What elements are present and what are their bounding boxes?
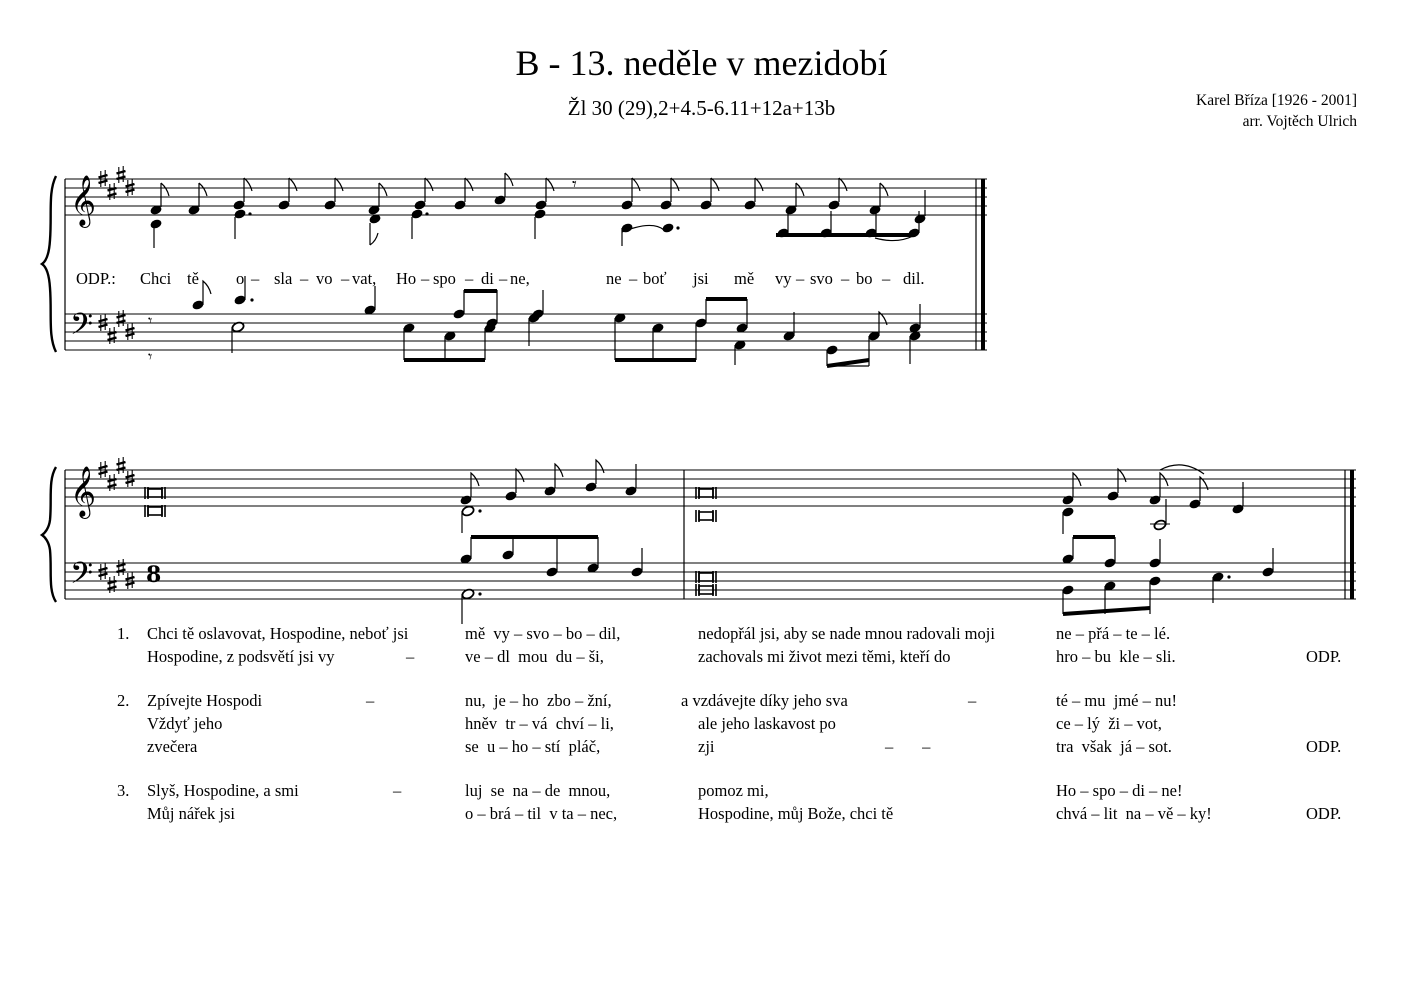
syllable: spo: [433, 269, 456, 288]
verse-text-col1: Zpívejte Hospodi: [147, 691, 263, 710]
verse-text-col3: ale jeho laskavost po: [698, 714, 836, 733]
bass-cadence-2: [1061, 537, 1274, 614]
eighth-rest-icon: 𝄾: [572, 174, 577, 195]
verse-text-col1: Vždyť jeho: [147, 714, 223, 733]
syllable: tě: [187, 269, 199, 288]
recitation-chords: [145, 487, 716, 596]
verse-text-col4: té – mu jmé – nu!: [1056, 691, 1177, 710]
page-title: B - 13. neděle v mezidobí: [515, 43, 888, 83]
verse-dash: –: [393, 781, 402, 800]
syllable: vo: [316, 269, 333, 288]
verse-text-col4: hro – bu kle – sli.: [1056, 647, 1176, 666]
hyphen: –: [465, 269, 474, 288]
verse-text-col4: Ho – spo – di – ne!: [1056, 781, 1183, 800]
syllable: dil.: [903, 269, 925, 288]
verse-text-col1: Hospodine, z podsvětí jsi vy: [147, 647, 335, 666]
verse-text-col1: zvečera: [147, 737, 198, 756]
verse-text-col3: a vzdávejte díky jeho sva: [681, 691, 848, 710]
treble-clef-icon: 𝄞: [70, 175, 97, 226]
syllable: jsi: [693, 269, 709, 288]
key-signature-treble-2: [99, 457, 135, 491]
verse-number: 3.: [117, 781, 130, 800]
verse-text-col2: se u – ho – stí pláč,: [465, 737, 601, 756]
syllable: sla: [274, 269, 293, 288]
syllable: ne,: [510, 269, 530, 288]
verse-text-col1: Chci tě oslavovat, Hospodine, neboť jsi: [147, 624, 409, 643]
verse-dash: –: [406, 647, 415, 666]
verse-text-col2: hněv tr – vá chví – li,: [465, 714, 614, 733]
verse-text-col4: tra však já – sot.: [1056, 737, 1172, 756]
treble-upper-noteheads-1: [149, 194, 926, 225]
system-2: [42, 457, 1356, 624]
key-signature-treble-1: [99, 166, 135, 200]
bass-voices-1: [191, 276, 921, 366]
treble-cadence-1-heads: [459, 481, 637, 533]
verse-text-col1: Můj nářek jsi: [147, 804, 235, 823]
composer-credit: Karel Bříza [1926 - 2001]: [1196, 92, 1357, 109]
syllable: mě: [734, 269, 755, 288]
verses: [117, 624, 1341, 823]
verse-text-col2: luj se na – de mnou,: [465, 781, 611, 800]
bass-staff-1: [65, 314, 987, 350]
syllable: svo: [810, 269, 833, 288]
syllable: ne: [606, 269, 622, 288]
system-1: [42, 166, 987, 366]
verse-dash: –: [366, 691, 375, 710]
hyphen: –: [882, 269, 891, 288]
treble-staff-1: [65, 179, 987, 215]
verse-dash: –: [968, 691, 977, 710]
verse-text-col3: Hospodine, můj Bože, chci tě: [698, 804, 894, 823]
verse-text-col3: nedopřál jsi, aby se nade mnou radovali moji: [698, 624, 995, 643]
brace: [42, 176, 56, 352]
verse-number: 2.: [117, 691, 130, 710]
verse-3: [117, 781, 1341, 823]
verse-text-col4: ce – lý ži – vot,: [1056, 714, 1162, 733]
syllable: di: [481, 269, 494, 288]
arranger-credit: arr. Vojtěch Ulrich: [1242, 113, 1357, 130]
eighth-rest-icon: 𝄾: [148, 347, 153, 366]
refrain-label: ODP.:: [76, 269, 116, 288]
hyphen: –: [421, 269, 430, 288]
refrain-marker: ODP.: [1306, 737, 1342, 756]
treble-lower-voice-1: [154, 217, 914, 248]
verse-text-col4: ne – přá – te – lé.: [1056, 624, 1171, 643]
key-signature-bass-2: [99, 559, 135, 593]
key-signature-bass-1: [99, 310, 135, 344]
treble-clef-icon: 𝄞: [70, 466, 97, 517]
hyphen: –: [251, 269, 260, 288]
hyphen: –: [499, 269, 508, 288]
eighth-rest-icon: 𝄾: [148, 311, 153, 330]
verse-text-col4: chvá – lit na – vě – ky!: [1056, 804, 1212, 823]
verse-text-col3: zachovals mi život mezi těmi, kteří do: [698, 647, 951, 666]
refrain-marker: ODP.: [1306, 804, 1342, 823]
syllable: vat,: [352, 269, 377, 288]
verse-text-col3: pomoz mi,: [698, 781, 769, 800]
brace: [42, 467, 56, 602]
verse-2: [117, 691, 1341, 756]
verse-number: 1.: [117, 624, 130, 643]
verse-text-col1: Slyš, Hospodine, a smi: [147, 781, 299, 800]
bass-clef-icon: 𝄢: [70, 308, 94, 349]
bass-clef-icon: 𝄢: [70, 557, 94, 598]
verse-dash: – –: [885, 737, 931, 756]
syllable: Chci: [140, 269, 172, 288]
hyphen: –: [341, 269, 350, 288]
verse-text-col2: o – brá – til v ta – nec,: [465, 804, 618, 823]
verse-text-col2: nu, je – ho zbo – žní,: [465, 691, 612, 710]
syllable: vy: [775, 269, 792, 288]
psalm-reference: Žl 30 (29),2+4.5-6.11+12a+13b: [567, 96, 836, 120]
verse-text-col2: ve – dl mou du – ši,: [465, 647, 604, 666]
syllable: boť: [643, 269, 667, 288]
hyphen: –: [796, 269, 805, 288]
verse-text-col2: mě vy – svo – bo – dil,: [465, 624, 621, 643]
syllable: o: [236, 269, 245, 288]
verse-1: [117, 624, 1341, 666]
hyphen: –: [300, 269, 309, 288]
hyphen: –: [841, 269, 850, 288]
refrain-marker: ODP.: [1306, 647, 1342, 666]
syllable: bo: [856, 269, 873, 288]
time-signature: 8: [146, 562, 162, 588]
verse-text-col3: zji: [698, 737, 715, 756]
syllable: Ho: [396, 269, 417, 288]
hyphen: –: [629, 269, 638, 288]
